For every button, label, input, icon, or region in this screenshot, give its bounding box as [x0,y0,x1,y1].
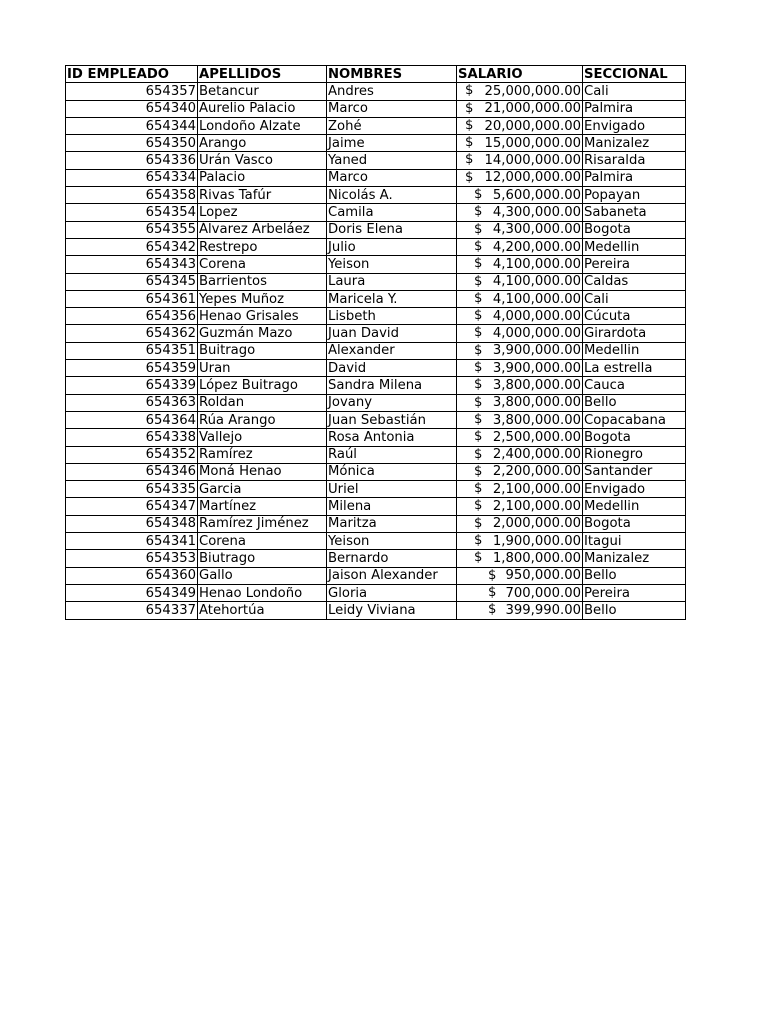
salary-amount: 4,000,000.00 [492,326,581,342]
cell-nombres: Sandra Milena [327,377,457,394]
cell-apellidos: Restrepo [198,238,327,255]
cell-salario [457,117,583,134]
cell-apellidos: Corena [198,533,327,550]
currency-symbol: $ [474,411,483,427]
cell-apellidos: Biutrago [198,550,327,567]
cell-nombres: Laura [327,273,457,290]
cell-salario [457,238,583,255]
cell-nombres: Jaison Alexander [327,567,457,584]
cell-nombres: Mónica [327,463,457,480]
cell-seccional: Medellin [583,498,686,515]
cell-id-empleado: 654353 [66,550,198,567]
table-row [66,169,686,186]
table-row [66,446,686,463]
table-row [66,377,686,394]
cell-apellidos: Henao Londoño [198,584,327,601]
cell-seccional: Copacabana [583,411,686,428]
salary-amount: 1,900,000.00 [492,533,581,549]
currency-symbol: $ [474,377,483,393]
currency-symbol: $ [488,584,497,600]
cell-id-empleado: 654338 [66,429,198,446]
cell-id-empleado: 654349 [66,584,198,601]
table-row [66,550,686,567]
table-row [66,325,686,342]
currency-symbol: $ [465,83,474,99]
salary-amount: 2,100,000.00 [492,481,581,497]
cell-apellidos: Martínez [198,498,327,515]
cell-id-empleado: 654357 [66,83,198,100]
cell-seccional: Sabaneta [583,204,686,221]
table-row [66,515,686,532]
salary-amount: 399,990.00 [505,602,581,618]
cell-nombres: Marco [327,100,457,117]
currency-symbol: $ [474,498,483,514]
currency-symbol: $ [465,135,474,151]
table-row [66,411,686,428]
table-row [66,394,686,411]
table-row [66,221,686,238]
salary-amount: 20,000,000.00 [484,118,581,134]
cell-seccional: Palmira [583,169,686,186]
cell-seccional: Girardota [583,325,686,342]
cell-seccional: Cali [583,83,686,100]
cell-seccional: Bello [583,602,686,619]
cell-nombres: Yeison [327,533,457,550]
cell-salario [457,83,583,100]
table-row [66,100,686,117]
currency-symbol: $ [474,256,483,272]
cell-seccional: Santander [583,463,686,480]
cell-nombres: Nicolás A. [327,187,457,204]
cell-seccional: Itagui [583,533,686,550]
cell-nombres: Lisbeth [327,308,457,325]
cell-salario [457,308,583,325]
cell-nombres: Yeison [327,256,457,273]
cell-nombres: Bernardo [327,550,457,567]
table-row [66,273,686,290]
currency-symbol: $ [474,550,483,566]
cell-seccional: Cúcuta [583,308,686,325]
cell-seccional: Popayan [583,187,686,204]
cell-apellidos: Yepes Muñoz [198,290,327,307]
table-row [66,308,686,325]
cell-seccional: Medellin [583,238,686,255]
salary-amount: 3,800,000.00 [492,377,581,393]
cell-seccional: Bello [583,394,686,411]
salary-amount: 4,100,000.00 [492,291,581,307]
cell-salario [457,135,583,152]
cell-apellidos: Barrientos [198,273,327,290]
salary-amount: 12,000,000.00 [484,170,581,186]
currency-symbol: $ [488,567,497,583]
cell-apellidos: Henao Grisales [198,308,327,325]
currency-symbol: $ [474,429,483,445]
table-row [66,498,686,515]
table-row [66,117,686,134]
cell-apellidos: Arango [198,135,327,152]
currency-symbol: $ [474,290,483,306]
table-row [66,463,686,480]
salary-amount: 4,200,000.00 [492,239,581,255]
currency-symbol: $ [474,446,483,462]
salary-amount: 5,600,000.00 [492,187,581,203]
salary-amount: 4,100,000.00 [492,256,581,272]
currency-symbol: $ [465,169,474,185]
table-row [66,533,686,550]
table-row [66,360,686,377]
cell-nombres: Yaned [327,152,457,169]
currency-symbol: $ [474,325,483,341]
cell-seccional: Bogota [583,221,686,238]
cell-seccional: Pereira [583,584,686,601]
currency-symbol: $ [465,117,474,133]
cell-id-empleado: 654362 [66,325,198,342]
header-seccional: SECCIONAL [583,66,686,83]
cell-nombres: Doris Elena [327,221,457,238]
cell-nombres: Juan David [327,325,457,342]
cell-apellidos: Garcia [198,481,327,498]
cell-nombres: Jovany [327,394,457,411]
cell-salario [457,602,583,619]
currency-symbol: $ [474,204,483,220]
header-nombres: NOMBRES [327,66,457,83]
currency-symbol: $ [474,481,483,497]
cell-apellidos: Lopez [198,204,327,221]
cell-nombres: Juan Sebastián [327,411,457,428]
table-row [66,83,686,100]
salary-amount: 950,000.00 [505,568,581,584]
currency-symbol: $ [465,152,474,168]
cell-seccional: Medellin [583,342,686,359]
cell-apellidos: Buitrago [198,342,327,359]
cell-id-empleado: 654351 [66,342,198,359]
cell-seccional: Pereira [583,256,686,273]
cell-apellidos: Corena [198,256,327,273]
table-row [66,238,686,255]
table-row [66,342,686,359]
employee-salary-table [65,65,686,620]
cell-nombres: Uriel [327,481,457,498]
cell-nombres: Camila [327,204,457,221]
cell-nombres: Zohé [327,117,457,134]
cell-seccional: La estrella [583,360,686,377]
cell-id-empleado: 654340 [66,100,198,117]
cell-id-empleado: 654347 [66,498,198,515]
cell-apellidos: Aurelio Palacio [198,100,327,117]
salary-amount: 2,100,000.00 [492,499,581,515]
cell-seccional: Risaralda [583,152,686,169]
cell-seccional: Palmira [583,100,686,117]
cell-id-empleado: 654344 [66,117,198,134]
cell-salario [457,187,583,204]
cell-salario [457,325,583,342]
cell-seccional: Rionegro [583,446,686,463]
cell-nombres: David [327,360,457,377]
currency-symbol: $ [474,187,483,203]
cell-apellidos: Moná Henao [198,463,327,480]
cell-salario [457,411,583,428]
table-row [66,429,686,446]
cell-seccional: Caldas [583,273,686,290]
cell-salario [457,550,583,567]
currency-symbol: $ [474,221,483,237]
cell-nombres: Maritza [327,515,457,532]
cell-nombres: Jaime [327,135,457,152]
table-row [66,602,686,619]
currency-symbol: $ [474,394,483,410]
cell-seccional: Bello [583,567,686,584]
salary-amount: 3,900,000.00 [492,360,581,376]
cell-id-empleado: 654335 [66,481,198,498]
salary-amount: 3,900,000.00 [492,343,581,359]
cell-id-empleado: 654354 [66,204,198,221]
cell-nombres: Raúl [327,446,457,463]
cell-nombres: Rosa Antonia [327,429,457,446]
cell-seccional: Manizalez [583,135,686,152]
cell-id-empleado: 654336 [66,152,198,169]
salary-amount: 700,000.00 [505,585,581,601]
cell-id-empleado: 654358 [66,187,198,204]
cell-salario [457,498,583,515]
cell-apellidos: Ramírez Jiménez [198,515,327,532]
salary-amount: 2,200,000.00 [492,464,581,480]
cell-seccional: Bogota [583,429,686,446]
cell-seccional: Envigado [583,117,686,134]
cell-salario [457,584,583,601]
cell-apellidos: Urán Vasco [198,152,327,169]
cell-nombres: Andres [327,83,457,100]
cell-nombres: Alexander [327,342,457,359]
cell-apellidos: Uran [198,360,327,377]
salary-amount: 14,000,000.00 [484,153,581,169]
cell-apellidos: Betancur [198,83,327,100]
cell-id-empleado: 654355 [66,221,198,238]
cell-salario [457,377,583,394]
salary-amount: 4,100,000.00 [492,274,581,290]
cell-apellidos: Guzmán Mazo [198,325,327,342]
cell-seccional: Cali [583,290,686,307]
cell-nombres: Julio [327,238,457,255]
cell-nombres: Milena [327,498,457,515]
cell-salario [457,360,583,377]
cell-id-empleado: 654361 [66,290,198,307]
currency-symbol: $ [474,273,483,289]
salary-amount: 4,000,000.00 [492,308,581,324]
cell-apellidos: Álvarez Arbeláez [198,221,327,238]
currency-symbol: $ [488,602,497,618]
cell-salario [457,290,583,307]
currency-symbol: $ [474,342,483,358]
currency-symbol: $ [474,533,483,549]
table-row [66,204,686,221]
salary-amount: 2,000,000.00 [492,516,581,532]
cell-apellidos: Vallejo [198,429,327,446]
currency-symbol: $ [474,308,483,324]
cell-salario [457,256,583,273]
cell-id-empleado: 654348 [66,515,198,532]
table-row [66,152,686,169]
table-row [66,481,686,498]
salary-amount: 4,300,000.00 [492,222,581,238]
salary-amount: 2,400,000.00 [492,447,581,463]
cell-id-empleado: 654345 [66,273,198,290]
cell-id-empleado: 654341 [66,533,198,550]
cell-apellidos: Gallo [198,567,327,584]
header-apellidos: APELLIDOS [198,66,327,83]
cell-id-empleado: 654352 [66,446,198,463]
cell-salario [457,446,583,463]
cell-salario [457,515,583,532]
cell-id-empleado: 654343 [66,256,198,273]
cell-salario [457,169,583,186]
cell-id-empleado: 654350 [66,135,198,152]
cell-salario [457,204,583,221]
cell-salario [457,152,583,169]
salary-amount: 3,800,000.00 [492,412,581,428]
cell-id-empleado: 654346 [66,463,198,480]
cell-apellidos: López Buitrago [198,377,327,394]
cell-apellidos: Rivas Tafúr [198,187,327,204]
salary-amount: 4,300,000.00 [492,205,581,221]
cell-salario [457,429,583,446]
header-salario: SALARIO [457,66,583,83]
cell-nombres: Gloria [327,584,457,601]
cell-id-empleado: 654359 [66,360,198,377]
cell-seccional: Manizalez [583,550,686,567]
header-id-empleado: ID EMPLEADO [66,66,198,83]
cell-apellidos: Rúa Arango [198,411,327,428]
cell-id-empleado: 654342 [66,238,198,255]
salary-amount: 25,000,000.00 [484,83,581,99]
cell-nombres: Maricela Y. [327,290,457,307]
cell-id-empleado: 654364 [66,411,198,428]
table-row [66,290,686,307]
table-row [66,584,686,601]
salary-amount: 1,800,000.00 [492,550,581,566]
table-row [66,187,686,204]
salary-amount: 15,000,000.00 [484,135,581,151]
cell-nombres: Leidy Viviana [327,602,457,619]
currency-symbol: $ [465,100,474,116]
cell-apellidos: Roldan [198,394,327,411]
cell-apellidos: Ramírez [198,446,327,463]
salary-amount: 3,800,000.00 [492,395,581,411]
cell-seccional: Bogota [583,515,686,532]
header-row [66,66,686,83]
currency-symbol: $ [474,515,483,531]
cell-id-empleado: 654356 [66,308,198,325]
cell-salario [457,221,583,238]
table-row [66,256,686,273]
cell-id-empleado: 654360 [66,567,198,584]
cell-id-empleado: 654339 [66,377,198,394]
cell-seccional: Cauca [583,377,686,394]
cell-salario [457,394,583,411]
cell-id-empleado: 654337 [66,602,198,619]
cell-salario [457,463,583,480]
cell-salario [457,273,583,290]
cell-id-empleado: 654334 [66,169,198,186]
cell-id-empleado: 654363 [66,394,198,411]
currency-symbol: $ [474,360,483,376]
currency-symbol: $ [474,463,483,479]
salary-amount: 2,500,000.00 [492,429,581,445]
cell-salario [457,100,583,117]
cell-salario [457,567,583,584]
table-row [66,567,686,584]
cell-salario [457,481,583,498]
cell-apellidos: Londoño Alzate [198,117,327,134]
table-body [66,83,686,619]
cell-salario [457,342,583,359]
cell-apellidos: Atehortúa [198,602,327,619]
currency-symbol: $ [474,238,483,254]
cell-salario [457,533,583,550]
cell-seccional: Envigado [583,481,686,498]
salary-amount: 21,000,000.00 [484,101,581,117]
cell-nombres: Marco [327,169,457,186]
table-row [66,135,686,152]
cell-apellidos: Palacio [198,169,327,186]
